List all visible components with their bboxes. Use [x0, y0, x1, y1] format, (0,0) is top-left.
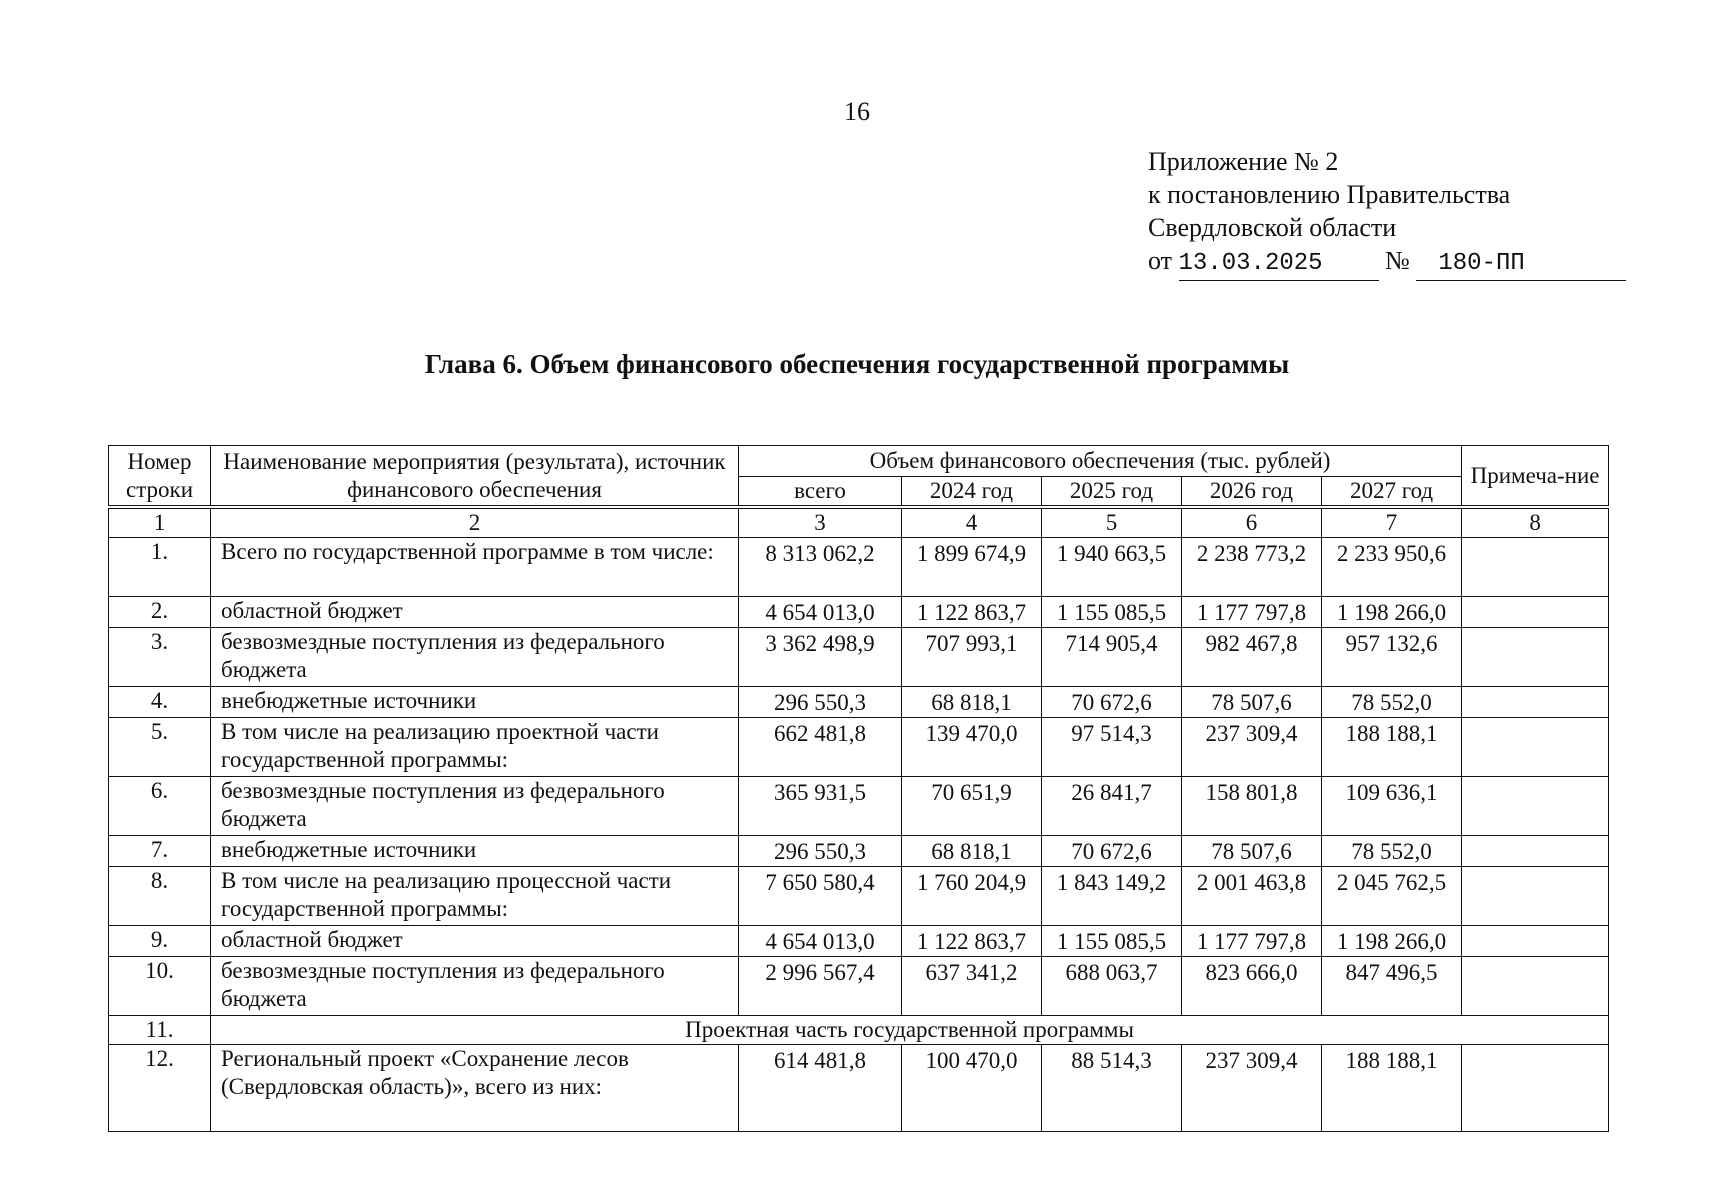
- cell-total: 614 481,8: [739, 1045, 902, 1132]
- decree-number: 180-ПП: [1416, 247, 1626, 281]
- cell-2027: 188 188,1: [1322, 1045, 1462, 1132]
- col-number: 8: [1462, 507, 1609, 538]
- row-number: 9.: [109, 926, 211, 957]
- col-number: 7: [1322, 507, 1462, 538]
- appendix-region-line: Свердловской области: [1148, 213, 1397, 242]
- cell-2027: 78 552,0: [1322, 836, 1462, 867]
- col-number: 1: [109, 507, 211, 538]
- cell-total: 4 654 013,0: [739, 926, 902, 957]
- cell-total: 4 654 013,0: [739, 597, 902, 628]
- row-name: безвозмездные поступления из федерального бюджета: [211, 777, 739, 836]
- cell-total: 296 550,3: [739, 687, 902, 718]
- number-label: №: [1385, 246, 1410, 275]
- table-row: [109, 926, 1609, 957]
- cell-2025: 1 843 149,2: [1042, 867, 1182, 926]
- cell-note: [1462, 538, 1609, 597]
- cell-total: 7 650 580,4: [739, 867, 902, 926]
- row-name: Региональный проект «Сохранение лесов (Свердловская область)», всего из них:: [211, 1045, 739, 1132]
- cell-2024: 1 122 863,7: [902, 597, 1042, 628]
- row-number: 6.: [109, 777, 211, 836]
- cell-2025: 26 841,7: [1042, 777, 1182, 836]
- row-number: 4.: [109, 687, 211, 718]
- cell-2026: 2 238 773,2: [1182, 538, 1322, 597]
- row-number: 10.: [109, 957, 211, 1016]
- cell-note: [1462, 926, 1609, 957]
- row-name: безвозмездные поступления из федерального бюджета: [211, 957, 739, 1016]
- header-name: Наименование мероприятия (результата), источник финансового обеспечения: [211, 446, 739, 508]
- cell-2024: 637 341,2: [902, 957, 1042, 1016]
- cell-2024: 1 760 204,9: [902, 867, 1042, 926]
- table-row: [109, 597, 1609, 628]
- row-name: Всего по государственной программе в том числе:: [211, 538, 739, 597]
- cell-2026: 237 309,4: [1182, 718, 1322, 777]
- cell-note: [1462, 687, 1609, 718]
- cell-2027: 957 132,6: [1322, 628, 1462, 687]
- table-row: [109, 687, 1609, 718]
- cell-2027: 1 198 266,0: [1322, 597, 1462, 628]
- col-number: 3: [739, 507, 902, 538]
- cell-total: 296 550,3: [739, 836, 902, 867]
- cell-note: [1462, 718, 1609, 777]
- cell-total: 365 931,5: [739, 777, 902, 836]
- header-2026: 2026 год: [1182, 477, 1322, 508]
- table-row: [109, 777, 1609, 836]
- row-number: 11.: [109, 1016, 211, 1045]
- cell-2026: 823 666,0: [1182, 957, 1322, 1016]
- cell-2024: 100 470,0: [902, 1045, 1042, 1132]
- cell-total: 2 996 567,4: [739, 957, 902, 1016]
- section-title: Проектная часть государственной программы: [211, 1016, 1609, 1045]
- cell-2025: 688 063,7: [1042, 957, 1182, 1016]
- cell-note: [1462, 957, 1609, 1016]
- cell-2026: 2 001 463,8: [1182, 867, 1322, 926]
- header-note: Примеча-ние: [1462, 446, 1609, 508]
- row-number: 1.: [109, 538, 211, 597]
- table-row: [109, 628, 1609, 687]
- header-2025: 2025 год: [1042, 477, 1182, 508]
- cell-2026: 78 507,6: [1182, 836, 1322, 867]
- cell-2024: 1 122 863,7: [902, 926, 1042, 957]
- cell-2025: 97 514,3: [1042, 718, 1182, 777]
- row-name: безвозмездные поступления из федерального бюджета: [211, 628, 739, 687]
- row-number: 12.: [109, 1045, 211, 1132]
- cell-2026: 158 801,8: [1182, 777, 1322, 836]
- cell-total: 3 362 498,9: [739, 628, 902, 687]
- decree-date: 13.03.2025: [1179, 247, 1379, 281]
- cell-total: 8 313 062,2: [739, 538, 902, 597]
- cell-note: [1462, 628, 1609, 687]
- appendix-date-number-line: [1148, 244, 1626, 281]
- cell-2025: 1 155 085,5: [1042, 597, 1182, 628]
- row-number: 7.: [109, 836, 211, 867]
- row-name: внебюджетные источники: [211, 687, 739, 718]
- col-number: 6: [1182, 507, 1322, 538]
- header-2027: 2027 год: [1322, 477, 1462, 508]
- cell-2025: 1 940 663,5: [1042, 538, 1182, 597]
- cell-2025: 1 155 085,5: [1042, 926, 1182, 957]
- table-row: [109, 1045, 1609, 1132]
- row-number: 8.: [109, 867, 211, 926]
- col-number: 2: [211, 507, 739, 538]
- cell-2027: 2 045 762,5: [1322, 867, 1462, 926]
- cell-2027: 1 198 266,0: [1322, 926, 1462, 957]
- cell-2024: 707 993,1: [902, 628, 1042, 687]
- row-name: областной бюджет: [211, 926, 739, 957]
- cell-note: [1462, 867, 1609, 926]
- table-row-section: [109, 1016, 1609, 1045]
- cell-2025: 70 672,6: [1042, 687, 1182, 718]
- cell-2027: 109 636,1: [1322, 777, 1462, 836]
- header-volume: Объем финансового обеспечения (тыс. рублей): [739, 446, 1462, 477]
- cell-2026: 982 467,8: [1182, 628, 1322, 687]
- cell-total: 662 481,8: [739, 718, 902, 777]
- appendix-decree-line: к постановлению Правительства: [1148, 180, 1511, 209]
- table-row: [109, 867, 1609, 926]
- header-row-number: Номер строки: [109, 446, 211, 508]
- row-number: 5.: [109, 718, 211, 777]
- table-row: [109, 836, 1609, 867]
- appendix-block: [1148, 145, 1626, 281]
- chapter-heading: Глава 6. Объем финансового обеспечения государственной программы: [424, 349, 1290, 379]
- cell-2026: 1 177 797,8: [1182, 926, 1322, 957]
- col-number: 5: [1042, 507, 1182, 538]
- cell-note: [1462, 836, 1609, 867]
- row-name: областной бюджет: [211, 597, 739, 628]
- cell-2027: 847 496,5: [1322, 957, 1462, 1016]
- cell-2024: 68 818,1: [902, 687, 1042, 718]
- col-number: 4: [902, 507, 1042, 538]
- cell-2027: 188 188,1: [1322, 718, 1462, 777]
- from-label: от: [1148, 246, 1173, 275]
- row-name: В том числе на реализацию процессной части государственной программы:: [211, 867, 739, 926]
- cell-2025: 714 905,4: [1042, 628, 1182, 687]
- cell-2027: 2 233 950,6: [1322, 538, 1462, 597]
- row-name: внебюджетные источники: [211, 836, 739, 867]
- table-row: [109, 718, 1609, 777]
- cell-2025: 88 514,3: [1042, 1045, 1182, 1132]
- cell-2027: 78 552,0: [1322, 687, 1462, 718]
- table-row: [109, 957, 1609, 1016]
- header-2024: 2024 год: [902, 477, 1042, 508]
- cell-2026: 1 177 797,8: [1182, 597, 1322, 628]
- appendix-title: Приложение № 2: [1148, 147, 1339, 176]
- page-number: 16: [844, 97, 870, 126]
- cell-2026: 78 507,6: [1182, 687, 1322, 718]
- row-name: В том числе на реализацию проектной части государственной программы:: [211, 718, 739, 777]
- table-row: [109, 538, 1609, 597]
- financing-table: [108, 445, 1609, 1132]
- cell-note: [1462, 1045, 1609, 1132]
- cell-2024: 1 899 674,9: [902, 538, 1042, 597]
- row-number: 3.: [109, 628, 211, 687]
- cell-2024: 70 651,9: [902, 777, 1042, 836]
- cell-2025: 70 672,6: [1042, 836, 1182, 867]
- cell-note: [1462, 777, 1609, 836]
- cell-note: [1462, 597, 1609, 628]
- row-number: 2.: [109, 597, 211, 628]
- cell-2026: 237 309,4: [1182, 1045, 1322, 1132]
- cell-2024: 68 818,1: [902, 836, 1042, 867]
- cell-2024: 139 470,0: [902, 718, 1042, 777]
- header-total: всего: [739, 477, 902, 508]
